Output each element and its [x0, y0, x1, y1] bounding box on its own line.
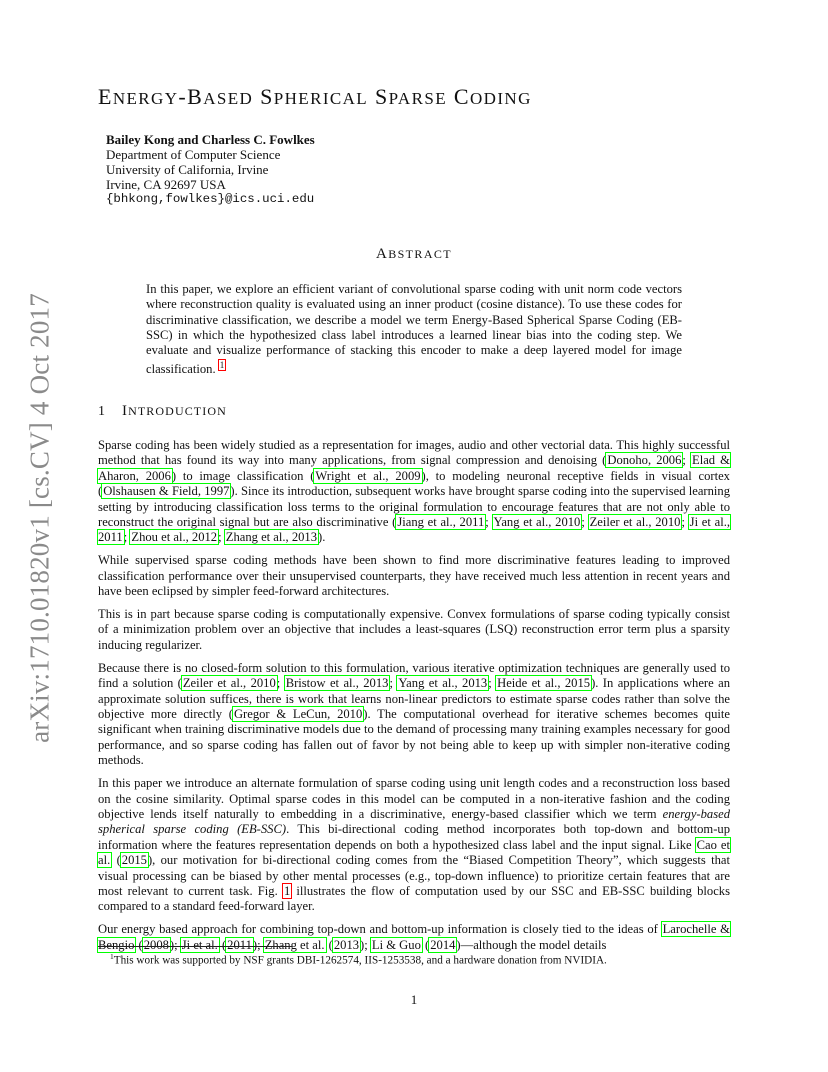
citation-link[interactable]: Zhang et al., 2013 — [225, 530, 318, 545]
citation-link[interactable]: Li & Guo — [371, 937, 421, 952]
citation-link[interactable]: Ji et al., 2011 — [98, 515, 730, 545]
citation-link[interactable]: Bristow et al., 2013 — [285, 676, 389, 691]
citation-link[interactable]: 2011 — [227, 937, 252, 952]
figure-link[interactable]: 1 — [283, 883, 291, 898]
citation-link[interactable]: Wright et al., 2009 — [315, 468, 421, 483]
citation-link[interactable]: 2015 — [121, 853, 147, 868]
abstract-heading: ABSTRACT — [375, 246, 453, 262]
abstract-text: In this paper, we explore an efficient variant of convolutional sparse coding with unit norm code vectors where reconstruction quality is evaluated using an inner product (cosine distance). To use these codes for discriminative classification, we describe a model we term Energy-Based Spherical Sparse Coding (EB-SSC) in which the hypothesized class label introduces a learned linear bias into the coding step. We evaluate and visualize performance of stacking this encoder to make a deep layered model for image classification. $^1$ — [146, 282, 682, 377]
citation-link[interactable]: Olshausen & Field, 1997 — [103, 484, 230, 499]
footnote — [110, 952, 607, 967]
footnote-divider — [98, 946, 292, 947]
citation-link[interactable]: Zhou et al., 2012 — [131, 530, 218, 545]
citation-link[interactable]: Zeiler et al., 2010 — [182, 676, 276, 691]
paragraph: This is in part because sparse coding is computationally expensive. Convex formulations of sparse coding typically consist of a minimization problem over an objective that includes a least-squares (LSQ) reconstruction error term plus a sparsity inducing regularizer. — [98, 607, 730, 652]
arxiv-stamp — [20, 293, 60, 743]
section-heading-introduction — [98, 403, 227, 420]
author-email[interactable]: {bhkong,fowlkes}@ics.uci.edu — [106, 192, 315, 206]
citation-link[interactable]: 2008 — [143, 937, 169, 952]
arxiv-stamp-text: arXiv:1710.01820v1 [cs.CV] 4 Oct 2017 — [24, 293, 55, 743]
citation-link[interactable]: Zeiler et al., 2010 — [589, 515, 681, 530]
citation-link[interactable]: Jiang et al., 2011 — [397, 515, 485, 530]
citation-link[interactable]: Elad & Aharon, 2006 — [98, 453, 730, 483]
citation-link[interactable]: Ji et al. — [181, 937, 218, 952]
citation-link[interactable]: Yang et al., 2013 — [398, 676, 488, 691]
citation-link[interactable]: Heide et al., 2015 — [497, 676, 591, 691]
citation-link[interactable]: 2014 — [430, 937, 456, 952]
author-names: Bailey Kong and Charless C. Fowlkes — [106, 132, 315, 147]
section-title: INTRODUCTION — [122, 403, 227, 419]
paragraph: In this paper we introduce an alternate formulation of sparse coding using unit length codes and a reconstruction loss based on the cosine similarity. Optimal sparse codes in this model can be computed in a non-iterative fashion and the coding objective lends itself naturally to embedding in a discriminative, energy-based classifier which we term energy-based spherical sparse coding (EB-SSC). This bi-directional coding method incorporates both top-down and bottom-up information where the features representation depends on both a hypothesized class label and the input signal. Like Cao et al. (2015), our motivation for bi-directional coding comes from the “Biased Competition Theory”, which suggests that visual processing can be biased by other mental processes (e.g., top-down influence) to prioritize certain features that are most relevant to current task. Fig. 1 illustrates the flow of computation used by our SSC and EB-SSC building blocks compared to a standard feed-forward layer. — [98, 776, 731, 914]
paragraph: While supervised sparse coding methods have been shown to find more discriminative features leading to improved classification performance over their unsupervised counterparts, they have received much less attention in recent years and have been eclipsed by simpler feed-forward architectures. — [98, 553, 730, 599]
emphasized-term: energy-based spherical sparse coding (EB-SSC) — [98, 806, 730, 837]
footnote-text: This work was supported by NSF grants DBI-1262574, IIS-1253538, and a hardware donation from NVIDIA. — [113, 954, 607, 967]
paragraph: Because there is no closed-form solution to this formulation, various iterative optimization techniques are generally used to find a solution (Zeiler et al., 2010; Bristow et al., 2013; Yang et al., 2013; Heide et al., 2015). In applications where an approximate solution suffices, there is work that learns non-linear predictors to estimate sparse codes rather than solve the objective more directly (Gregor & LeCun, 2010). The computational overhead for iterative schemes becomes quite significant when training discriminative models due to the demand of processing many training examples necessary for good performance, and so sparse coding has fallen out of favor by not being able to keep up with simpler non-iterative coding methods. — [98, 660, 730, 768]
paragraph: Sparse coding has been widely studied as a representation for images, audio and other vectorial data. This highly successful method that has found its way into many applications, from signal compression and denoising (Donoho, 2006; Elad & Aharon, 2006) to image classification (Wright et al., 2009), to modeling neuronal receptive fields in visual cortex (Olshausen & Field, 1997). Since its introduction, subsequent works have brought sparse coding into the supervised learning setting by introducing classification loss terms to the original formulation to encourage features that are not only able to reconstruct the original signal but are also discriminative (Jiang et al., 2011; Yang et al., 2010; Zeiler et al., 2010; Ji et al., 2011; Zhou et al., 2012; Zhang et al., 2013). — [98, 438, 731, 545]
author-block — [106, 132, 315, 207]
paragraph: Our energy based approach for combining top-down and bottom-up information is closely tied to the ideas of Larochelle & Bengio (2008); Ji et al. (2011); Zhang et al. (2013); Li & Guo (2014)—although the model details — [98, 922, 730, 952]
footnote-mark: 1 — [110, 952, 114, 961]
author-address: Irvine, CA 92697 USA — [106, 177, 226, 192]
citation-link[interactable]: Gregor & LeCun, 2010 — [233, 707, 363, 721]
section-number: 1 — [98, 404, 107, 419]
citation-link[interactable]: Larochelle & Bengio — [98, 922, 730, 952]
footnote-link[interactable]: 1 — [219, 360, 225, 371]
author-university: University of California, Irvine — [106, 162, 269, 177]
citation-link[interactable]: Yang et al., 2010 — [493, 515, 581, 530]
citation-link[interactable]: Zhang et al. — [264, 937, 325, 952]
citation-link[interactable]: Donoho, 2006 — [607, 453, 682, 468]
introduction-body — [98, 438, 730, 961]
page-number: 1 — [410, 992, 418, 1007]
paper-title: ENERGY-BASED SPHERICAL SPARSE CODING — [98, 84, 532, 109]
citation-link[interactable]: Cao et al. — [98, 837, 731, 868]
author-department: Department of Computer Science — [106, 147, 281, 162]
citation-link[interactable]: 2013 — [333, 937, 360, 952]
